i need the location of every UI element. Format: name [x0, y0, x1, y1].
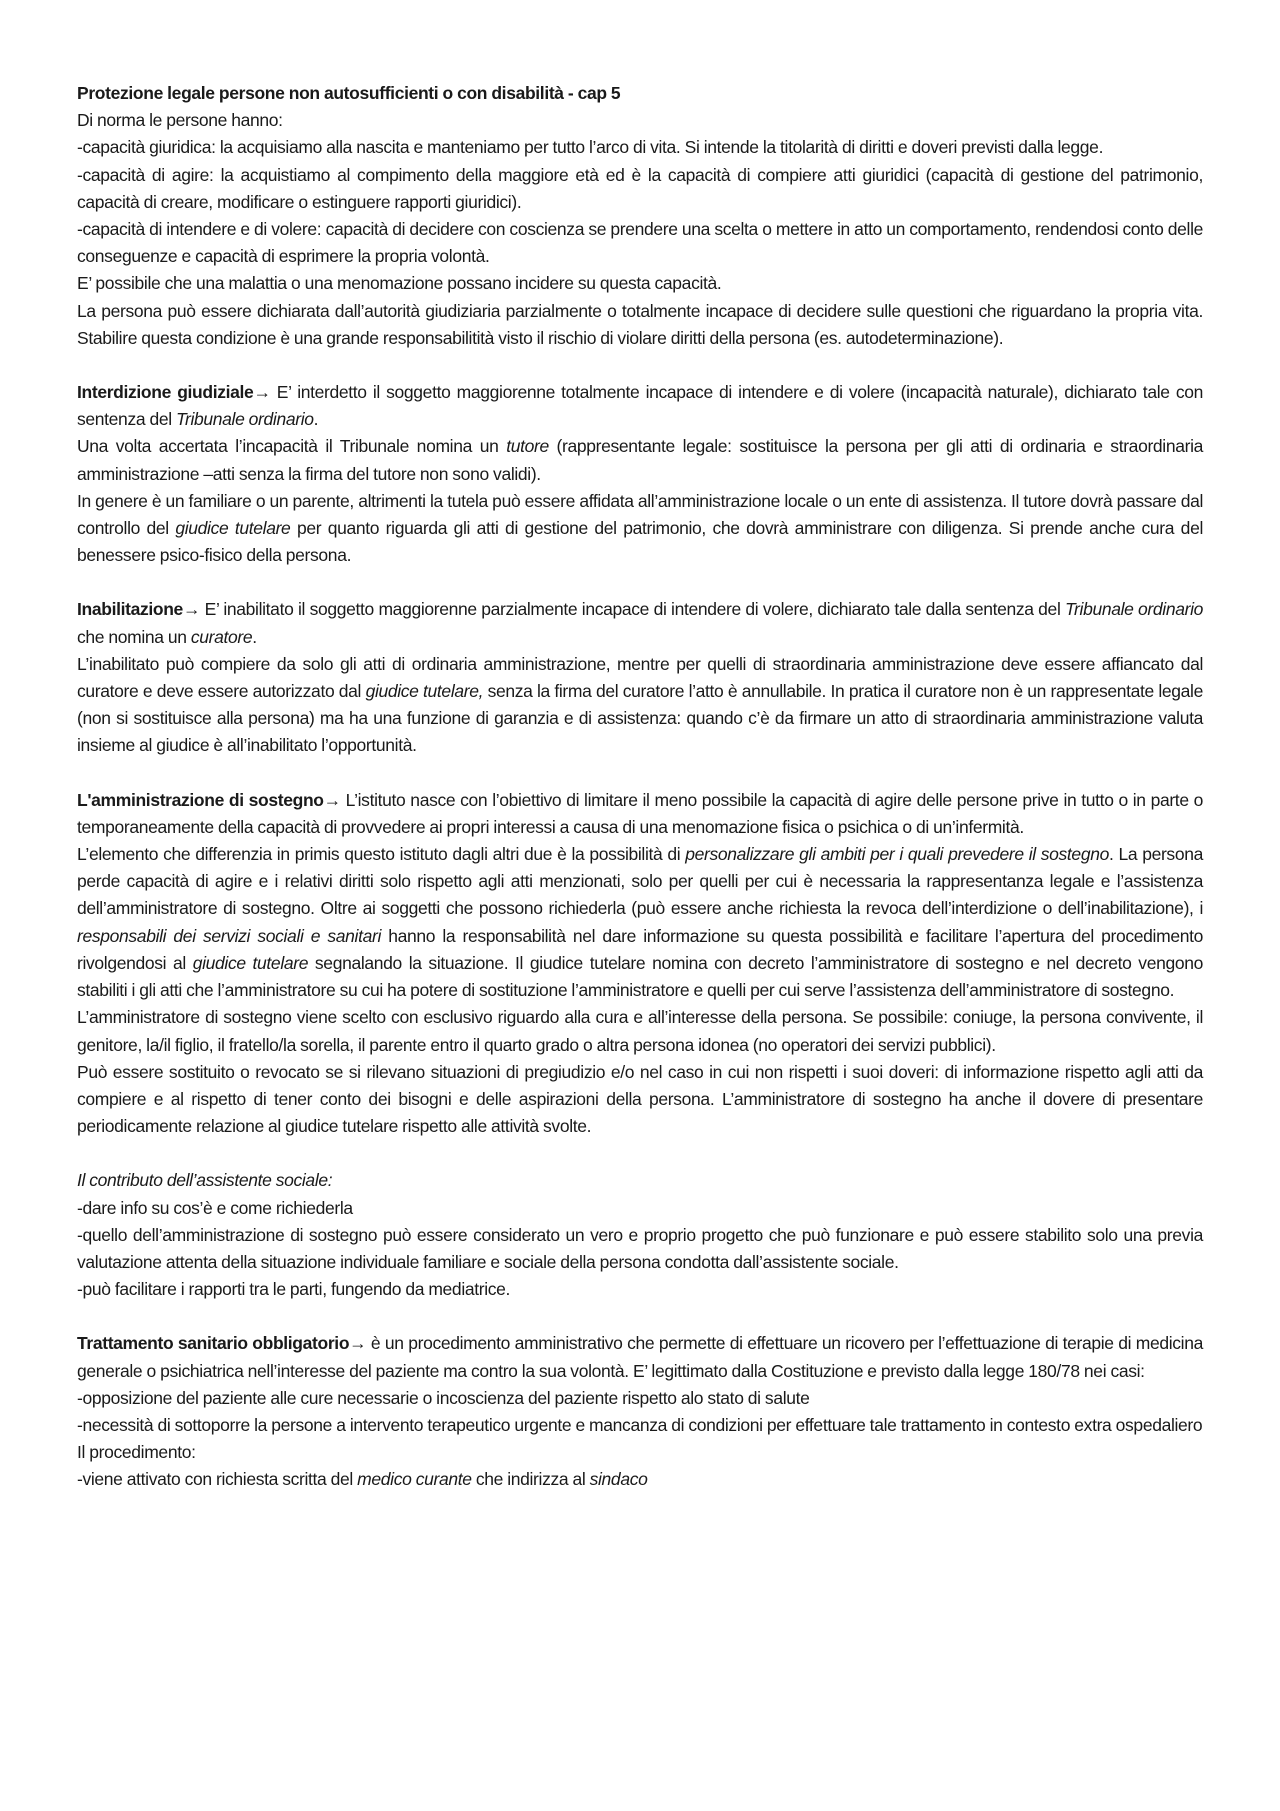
amministrazione-paragraph: L’amministratore di sostegno viene scelto con esclusivo riguardo alla cura e all’interesse della persona. Se possibile: coniuge, la persona convivente, il genitore, la/il figlio, il fratello/la sorella, il parente entro il quarto grado o altra persona idonea (no operatori dei servizi pubblici). — [77, 1007, 1203, 1055]
amministrazione-paragraph: L’elemento che differenzia in primis questo istituto dagli altri due è la possibilità di personalizzare gli ambiti per i quali prevedere il sostegno. La persona perde capacità di agire e i relativi diritti solo rispetto agli atti menzionati, solo per quelli per cui è necessaria la rappresentanza legale e l’assistenza dell’amministratore di sostegno. Oltre ai soggetti che possono richiederla (può essere anche richiesta la revoca dell’interdizione o dell’inabilitazione), i responsabili dei servizi sociali e sanitari hanno la responsabilità nel dare informazione su questa possibilità e facilitare l’apertura del procedimento rivolgendosi al giudice tutelare segnalando la situazione. Il giudice tutelare nomina con decreto l’amministratore di sostegno e nel decreto vengono stabiliti i gli atti che l’amministratore su cui ha potere di sostituzione l’amministratore e quelli per cui serve l’assistenza dell’amministratore di sostegno. — [77, 844, 1204, 1001]
spacer — [77, 760, 1203, 787]
spacer — [77, 352, 1203, 379]
spacer — [77, 1140, 1203, 1167]
contributo-heading: Il contributo dell’assistente sociale: — [77, 1170, 333, 1191]
intro-item-capacita-giuridica: -capacità giuridica: la acquisiamo alla nascita e manteniamo per tutto l’arco di vita. Si intende la titolarità di diritti e doveri previsti dalla legge. — [77, 137, 1104, 158]
spacer — [77, 569, 1203, 596]
page-title: Protezione legale persone non autosufficienti o con disabilità - cap 5 — [77, 83, 621, 103]
contributo-item: -dare info su cos’è e come richiederla — [77, 1197, 353, 1218]
interdizione-paragraph: In genere è un familiare o un parente, altrimenti la tutela può essere affidata all’amministrazione locale o un ente di assistenza. Il tutore dovrà passare dal controllo del giudice tutelare per quanto riguarda gli atti di gestione del patrimonio, che dovrà amministrare con diligenza. Si prende anche cura del benessere psico-fisico della persona. — [77, 490, 1203, 566]
intro-lead: Di norma le persone hanno: — [77, 110, 283, 131]
amministrazione-paragraph: L'amministrazione di sostegno→ L’istituto nasce con l’obiettivo di limitare il meno possibile la capacità di agire delle persone prive in tutto o in parte o temporaneamente della capacità di provvedere ai propri interessi a causa di una menomazione fisica o psichica o di un’infermità. — [77, 789, 1203, 837]
spacer — [77, 1303, 1203, 1330]
section-heading-amministrazione: L'amministrazione di sostegno — [77, 789, 324, 810]
intro-paragraph: E’ possibile che una malattia o una menomazione possano incidere su questa capacità. — [77, 273, 722, 294]
tso-item: -viene attivato con richiesta scritta del medico curante che indirizza al sindaco — [77, 1469, 648, 1490]
intro-item-capacita-agire: -capacità di agire: la acquistiamo al compimento della maggiore età ed è la capacità di compiere atti giuridici (capacità di gestione del patrimonio, capacità di creare, modificare o estinguere rapporti giuridici). — [77, 164, 1203, 212]
arrow-icon: → — [323, 789, 341, 810]
arrow-icon: → — [182, 599, 201, 620]
arrow-icon: → — [349, 1333, 367, 1354]
intro-paragraph: La persona può essere dichiarata dall’autorità giudiziaria parzialmente o totalmente incapace di decidere sulle questioni che riguardano la propria vita. Stabilire questa condizione è una grande responsabilitità visto il rischio di violare diritti della persona (es. autodeterminazione). — [77, 300, 1203, 348]
section-heading-inabilitazione: Inabilitazione — [77, 599, 183, 620]
amministrazione-paragraph: Può essere sostituito o revocato se si rilevano situazioni di pregiudizio e/o nel caso in cui non rispetti i suoi doveri: di informazione rispetto agli atti da compiere e al rispetto di tener conto dei bisogni e delle aspirazioni della persona. L’amministratore di sostegno ha anche il dovere di presentare periodicamente relazione al giudice tutelare rispetto alle attività svolte. — [77, 1061, 1203, 1137]
contributo-item: -quello dell’amministrazione di sostegno può essere considerato un vero e proprio progetto che può funzionare e può essere stabilito solo una previa valutazione attenta della situazione individuale familiare e sociale della persona condotta dall’assistente sociale. — [77, 1224, 1203, 1272]
contributo-item: -può facilitare i rapporti tra le parti, fungendo da mediatrice. — [77, 1279, 511, 1300]
interdizione-paragraph: Una volta accertata l’incapacità il Tribunale nomina un tutore (rappresentante legale: sostituisce la persona per gli atti di ordinaria e straordinaria amministrazione –atti senza la firma del tutore non sono validi). — [77, 436, 1204, 484]
interdizione-paragraph: Interdizione giudiziale→ E’ interdetto il soggetto maggiorenne totalmente incapace di intendere e di volere (incapacità naturale), dichiarato tale con sentenza del Tribunale ordinario. — [77, 382, 1203, 430]
tso-paragraph: Trattamento sanitario obbligatorio→ è un procedimento amministrativo che permette di effettuare un ricovero per l’effettuazione di terapie di medicina generale o psichiatrica nell’interesse del paziente ma contro la sua volontà. E’ legittimato dalla Costituzione e previsto dalla legge 180/78 nei casi: — [77, 1333, 1203, 1381]
inabilitazione-paragraph: Inabilitazione→ E’ inabilitato il soggetto maggiorenne parzialmente incapace di intendere di volere, dichiarato tale dalla sentenza del Tribunale ordinario che nomina un curatore. — [77, 599, 1203, 647]
section-heading-tso: Trattamento sanitario obbligatorio — [77, 1333, 350, 1354]
tso-item: -necessità di sottoporre la persone a intervento terapeutico urgente e mancanza di condizioni per effettuare tale trattamento in contesto extra ospedaliero — [77, 1414, 1203, 1435]
intro-item-capacita-intendere: -capacità di intendere e di volere: capacità di decidere con coscienza se prendere una scelta o mettere in atto un comportamento, rendendosi conto delle conseguenze e capacità di esprimere la propria volontà. — [77, 219, 1203, 267]
tso-item: -opposizione del paziente alle cure necessarie o incoscienza del paziente rispetto alo stato di salute — [77, 1387, 810, 1408]
inabilitazione-paragraph: L’inabilitato può compiere da solo gli atti di ordinaria amministrazione, mentre per quelli di straordinaria amministrazione deve essere affiancato dal curatore e deve essere autorizzato dal giudice tutelare, senza la firma del curatore l’atto è annullabile. In pratica il curatore non è un rappresentate legale (non si sostituisce alla persona) ma ha una funzione di garanzia e di assistenza: quando c’è da firmare un atto di straordinaria amministrazione valuta insieme al giudice è all’inabilitato l’opportunità. — [77, 653, 1203, 756]
tso-procedure-label: Il procedimento: — [77, 1442, 196, 1463]
section-heading-interdizione: Interdizione giudiziale — [77, 382, 254, 403]
arrow-icon: → — [253, 382, 271, 403]
